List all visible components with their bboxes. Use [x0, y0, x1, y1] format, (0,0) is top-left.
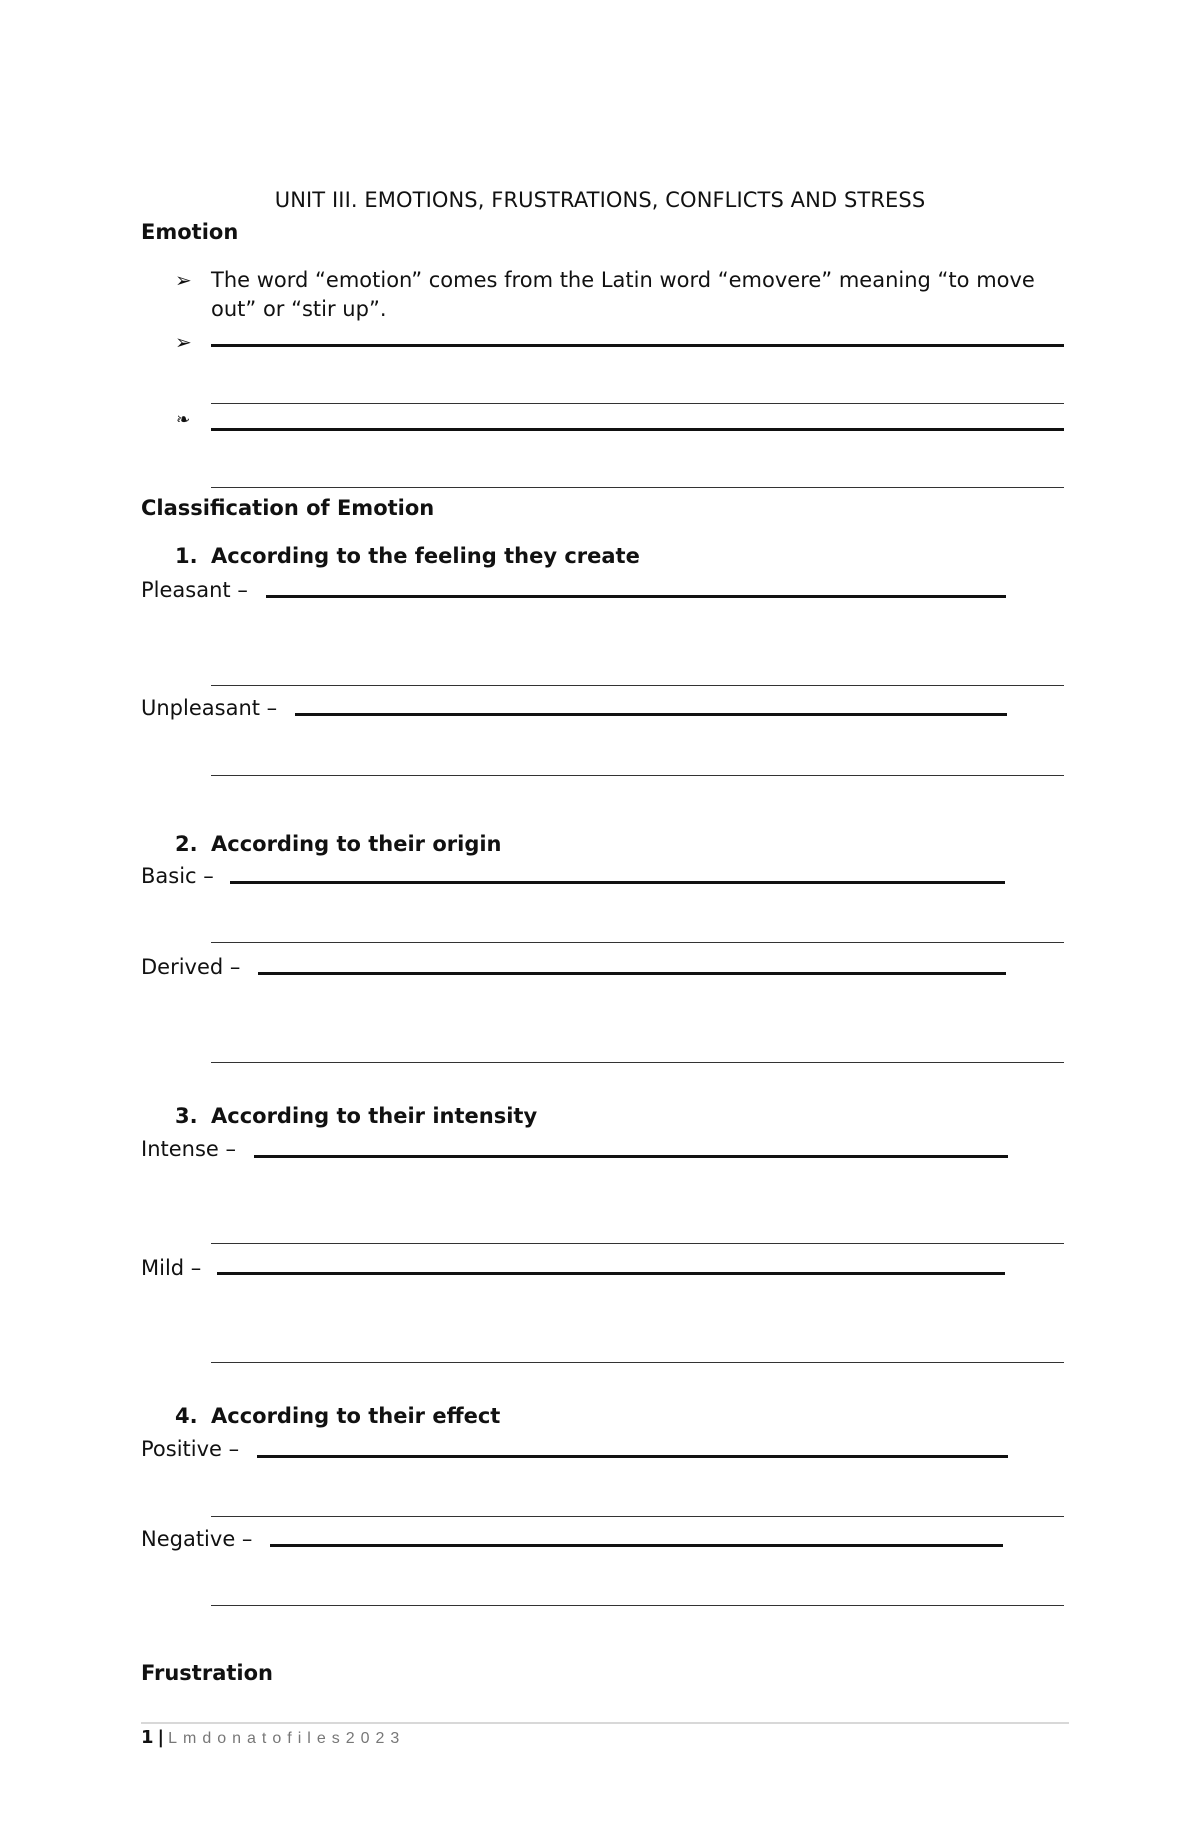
intense-blank[interactable]	[254, 1155, 1008, 1158]
answer-blank-line[interactable]	[211, 487, 1064, 488]
item-title: According to their effect	[211, 1404, 501, 1428]
classification-heading: Classification of Emotion	[141, 496, 435, 520]
footer-divider	[141, 1722, 1069, 1724]
emotion-definition-line-2: out” or “stir up”.	[211, 297, 387, 321]
answer-blank-line[interactable]	[211, 942, 1064, 943]
page-title: UNIT III. EMOTIONS, FRUSTRATIONS, CONFLICTS AND STRESS	[274, 188, 926, 212]
item-title: According to the feeling they create	[211, 544, 640, 568]
positive-blank[interactable]	[257, 1455, 1008, 1458]
page-footer	[141, 1727, 405, 1750]
footer-brand: Lmdonatofiles2023	[168, 1730, 406, 1747]
bullet-arrow-icon: ➢	[175, 330, 192, 354]
unpleasant-blank[interactable]	[295, 713, 1007, 716]
field-label-basic: Basic –	[141, 864, 214, 888]
negative-blank[interactable]	[270, 1544, 1003, 1547]
item-number: 4.	[175, 1404, 198, 1428]
answer-blank-line[interactable]	[211, 1605, 1064, 1606]
item-title: According to their intensity	[211, 1104, 538, 1128]
emotion-definition-line-1: The word “emotion” comes from the Latin word “emovere” meaning “to move	[211, 268, 1035, 292]
answer-blank-line[interactable]	[211, 1243, 1064, 1244]
answer-blank-line[interactable]	[211, 428, 1064, 431]
answer-blank-line[interactable]	[211, 403, 1064, 404]
field-label-positive: Positive –	[141, 1437, 240, 1461]
field-label-mild: Mild –	[141, 1256, 202, 1280]
answer-blank-line[interactable]	[211, 1062, 1064, 1063]
answer-blank-line[interactable]	[211, 685, 1064, 686]
page-number: 1	[141, 1727, 154, 1748]
field-label-intense: Intense –	[141, 1137, 237, 1161]
item-number: 3.	[175, 1104, 198, 1128]
field-label-negative: Negative –	[141, 1527, 253, 1551]
bullet-ornament-icon: ❧	[176, 410, 191, 430]
field-label-unpleasant: Unpleasant –	[141, 696, 278, 720]
answer-blank-line[interactable]	[211, 775, 1064, 776]
item-title: According to their origin	[211, 832, 502, 856]
answer-blank-line[interactable]	[211, 344, 1064, 347]
basic-blank[interactable]	[230, 881, 1005, 884]
field-label-pleasant: Pleasant –	[141, 578, 248, 602]
item-number: 2.	[175, 832, 198, 856]
bullet-arrow-icon: ➢	[175, 268, 192, 292]
emotion-heading: Emotion	[141, 220, 239, 244]
footer-separator: |	[157, 1727, 165, 1748]
frustration-heading: Frustration	[141, 1661, 273, 1685]
field-label-derived: Derived –	[141, 955, 241, 979]
item-number: 1.	[175, 544, 198, 568]
mild-blank[interactable]	[217, 1272, 1005, 1275]
derived-blank[interactable]	[258, 972, 1006, 975]
answer-blank-line[interactable]	[211, 1362, 1064, 1363]
answer-blank-line[interactable]	[211, 1516, 1064, 1517]
pleasant-blank[interactable]	[266, 595, 1006, 598]
